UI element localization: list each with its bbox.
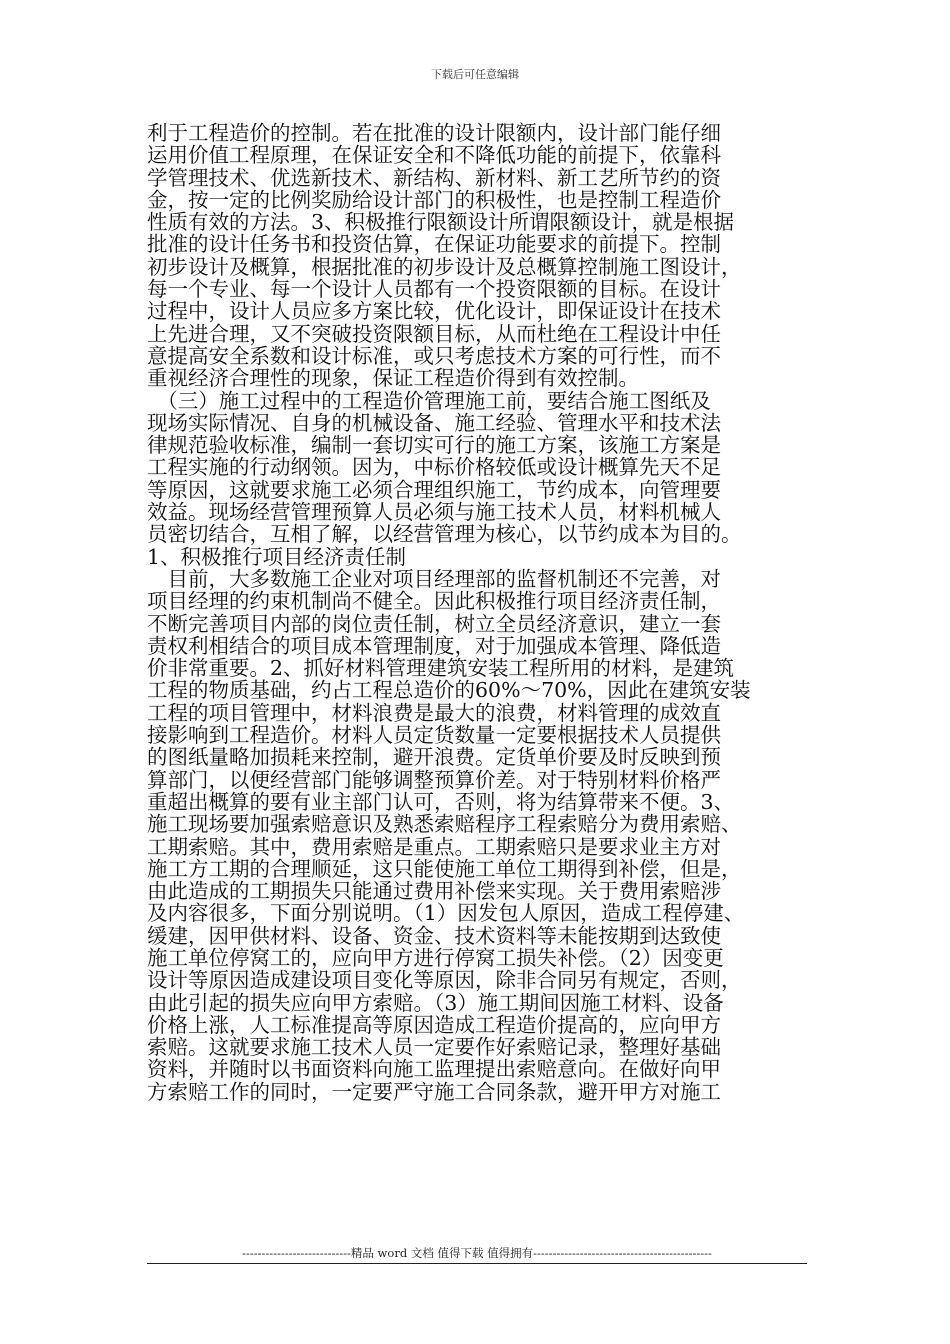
text-line: 员密切结合，互相了解，以经营管理为核心，以节约成本为目的。	[147, 522, 742, 547]
text-line: 不断完善项目内部的岗位责任制，树立全员经济意识，建立一套	[147, 611, 721, 636]
section-heading: 1、积极推行项目经济责任制	[147, 544, 407, 569]
text-line: 每一个专业、每一个设计人员都有一个投资限额的目标。在设计	[147, 277, 721, 302]
text-line: 上先进合理，又不突破投资限额目标，从而杜绝在工程设计中任	[147, 321, 721, 346]
text-line: （三）施工过程中的工程造价管理施工前，要结合施工图纸及	[147, 388, 711, 413]
text-line: 由此引起的损失应向甲方索赔。（3）施工期间因施工材料、设备	[147, 990, 724, 1015]
text-line: 由此造成的工期损失只能通过费用补偿来实现。关于费用索赔涉	[147, 879, 721, 904]
text-line: 学管理技术、优选新技术、新结构、新材料、新工艺所节约的资	[147, 165, 721, 190]
text-line: 等原因，这就要求施工必须合理组织施工，节约成本，向管理要	[147, 477, 721, 502]
text-line: 性质有效的方法。3、积极推行限额设计所谓限额设计，就是根据	[147, 210, 735, 235]
text-line: 设计等原因造成建设项目变化等原因，除非合同另有规定，否则，	[147, 968, 742, 993]
text-line: 价格上涨，人工标准提高等原因造成工程造价提高的，应向甲方	[147, 1012, 721, 1037]
text-line: 及内容很多，下面分别说明。（1）因发包人原因，造成工程停建、	[147, 901, 745, 926]
text-line: 施工方工期的合理顺延，这只能使施工单位工期得到补偿，但是，	[147, 856, 742, 881]
page-header: 下载后可任意编辑	[431, 68, 519, 81]
text-line: 重超出概算的要有业主部门认可，否则，将为结算带来不便。3、	[147, 789, 735, 814]
text-line: 缓建，因甲供材料、设备、资金、技术资料等未能按期到达致使	[147, 923, 721, 948]
text-line: 接影响到工程造价。材料人员定货数量一定要根据技术人员提供	[147, 723, 721, 748]
text-line: 索赔。这就要求施工技术人员一定要作好索赔记录，整理好基础	[147, 1035, 721, 1060]
text-line: 工期索赔。其中，费用索赔是重点。工期索赔只是要求业主方对	[147, 834, 721, 859]
text-line: 工程实施的行动纲领。因为，中标价格较低或设计概算先天不足	[147, 455, 721, 480]
text-line: 金，按一定的比例奖励给设计部门的积极性，也是控制工程造价	[147, 187, 721, 212]
text-line: 项目经理的约束机制尚不健全。因此积极推行项目经济责任制，	[147, 589, 721, 614]
text-line: 意提高安全系数和设计标准，或只考虑技术方案的可行性，而不	[147, 343, 721, 368]
text-line: 的图纸量略加损耗来控制，避开浪费。定货单价要及时反映到预	[147, 745, 721, 770]
text-line: 算部门，以便经营部门能够调整预算价差。对于特别材料价格严	[147, 767, 721, 792]
text-line: 价非常重要。2、抓好材料管理建筑安装工程所用的材料，是建筑	[147, 656, 735, 681]
text-line: 律规范验收标准，编制一套切实可行的施工方案，该施工方案是	[147, 433, 721, 458]
footer-divider	[147, 1263, 807, 1264]
text-line: 方索赔工作的同时，一定要严守施工合同条款，避开甲方对施工	[147, 1079, 721, 1104]
text-line: 效益。现场经营管理预算人员必须与施工技术人员，材料机械人	[147, 500, 721, 525]
text-line: 现场实际情况、自身的机械设备、施工经验、管理水平和技术法	[147, 410, 721, 435]
text-line: 批准的设计任务书和投资估算，在保证功能要求的前提下。控制	[147, 232, 721, 257]
text-line: 工程的项目管理中，材料浪费是最大的浪费，材料管理的成效直	[147, 700, 721, 725]
page-footer: ----------------------------精品 word 文档 值得下载 值得拥有----------------------------------------------	[242, 1246, 712, 1260]
text-line: 施工现场要加强索赔意识及熟悉索赔程序工程索赔分为费用索赔、	[147, 812, 742, 837]
text-line: 资料，并随时以书面资料向施工监理提出索赔意向。在做好向甲	[147, 1057, 721, 1082]
text-line: 运用价值工程原理，在保证安全和不降低功能的前提下，依靠科	[147, 143, 721, 168]
text-line: 初步设计及概算，根据批准的初步设计及总概算控制施工图设计，	[147, 254, 742, 279]
text-line: 重视经济合理性的现象，保证工程造价得到有效控制。	[147, 366, 639, 391]
text-line: 利于工程造价的控制。若在批准的设计限额内，设计部门能仔细	[147, 121, 721, 145]
text-line: 施工单位停窝工的，应向甲方进行停窝工损失补偿。（2）因变更	[147, 945, 724, 970]
text-line: 责权利相结合的项目成本管理制度，对于加强成本管理、降低造	[147, 633, 721, 658]
text-line: 过程中，设计人员应多方案比较，优化设计，即保证设计在技术	[147, 299, 721, 324]
document-body	[147, 122, 807, 1103]
text-line: 目前，大多数施工企业对项目经理部的监督机制还不完善，对	[147, 566, 721, 591]
text-line: 工程的物质基础，约占工程总造价的60%～70%，因此在建筑安装	[147, 678, 751, 703]
